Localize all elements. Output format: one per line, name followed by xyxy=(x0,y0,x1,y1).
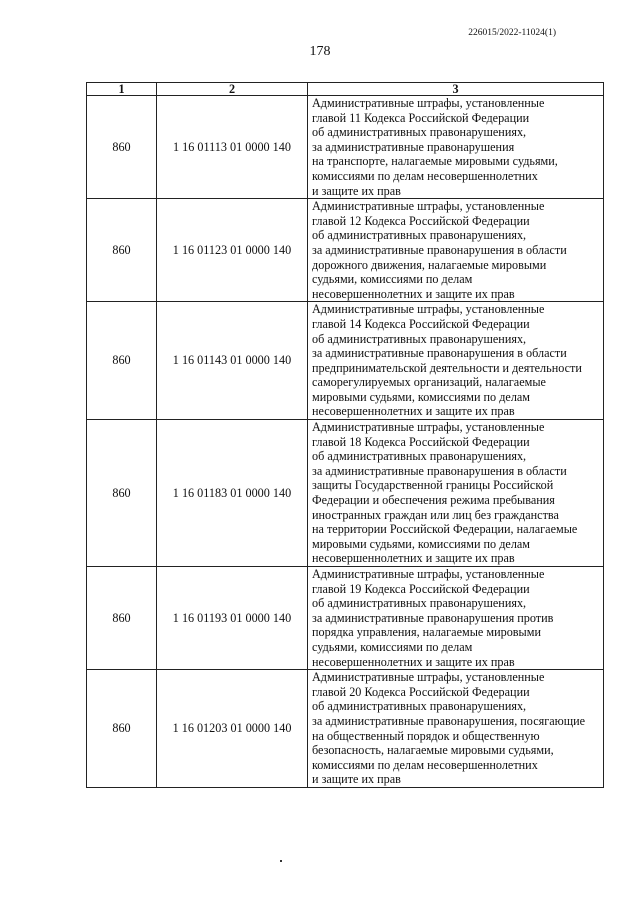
description-cell xyxy=(308,199,604,302)
description-line: защиты Государственной границы Российской xyxy=(312,478,554,493)
description-cell xyxy=(308,670,604,788)
budget-code-cell: 1 16 01183 01 0000 140 xyxy=(157,420,308,567)
budget-code-cell: 1 16 01123 01 0000 140 xyxy=(157,199,308,302)
description-cell xyxy=(308,420,604,567)
description-line: несовершеннолетних и защите их прав xyxy=(312,404,515,419)
description-cell xyxy=(308,96,604,199)
description-line: судьями, комиссиями по делам xyxy=(312,272,473,287)
table-row xyxy=(87,670,604,788)
description-line: главой 11 Кодекса Российской Федерации xyxy=(312,110,530,125)
table-row xyxy=(87,199,604,302)
description-line: безопасность, налагаемые мировыми судьями, xyxy=(312,743,554,758)
description-line: Административные штрафы, установленные xyxy=(312,199,545,214)
description-line: об административных правонарушениях, xyxy=(312,125,527,140)
column-header-1: 1 xyxy=(87,83,157,96)
page-number: 178 xyxy=(309,44,331,59)
description-line: Федерации и обеспечения режима пребывания xyxy=(312,493,555,508)
description-line: на общественный порядок и общественную xyxy=(312,728,540,743)
admin-code-cell: 860 xyxy=(87,96,157,199)
description-line: за административные правонарушения в области xyxy=(312,463,567,478)
description-line: Административные штрафы, установленные xyxy=(312,302,545,317)
description-line: за административные правонарушения в области xyxy=(312,242,567,257)
fines-table xyxy=(86,82,604,788)
description-line: Административные штрафы, установленные xyxy=(312,670,545,685)
description-line: главой 19 Кодекса Российской Федерации xyxy=(312,581,530,596)
table-row xyxy=(87,96,604,199)
description-line: на территории Российской Федерации, налагаемые xyxy=(312,522,578,537)
description-line: об административных правонарушениях, xyxy=(312,228,527,243)
description-cell xyxy=(308,302,604,420)
description-line: дорожного движения, налагаемые мировыми xyxy=(312,257,547,272)
description-line: саморегулируемых организаций, налагаемые xyxy=(312,375,546,390)
description-line: за административные правонарушения, посягающие xyxy=(312,713,586,728)
budget-code-cell: 1 16 01203 01 0000 140 xyxy=(157,670,308,788)
description-line: главой 18 Кодекса Российской Федерации xyxy=(312,434,530,449)
description-line: несовершеннолетних и защите их прав xyxy=(312,286,515,301)
description-line: иностранных граждан или лиц без гражданства xyxy=(312,507,559,522)
table-row xyxy=(87,302,604,420)
description-line: предпринимательской деятельности и деятельности xyxy=(312,360,582,375)
description-line: комиссиями по делам несовершеннолетних xyxy=(312,168,538,183)
description-line: комиссиями по делам несовершеннолетних xyxy=(312,757,538,772)
description-line: Административные штрафы, установленные xyxy=(312,420,545,435)
document-id: 226015/2022-11024(1) xyxy=(468,28,556,38)
description-line: главой 14 Кодекса Российской Федерации xyxy=(312,316,530,331)
description-line: несовершеннолетних и защите их прав xyxy=(312,654,515,669)
description-line: порядка управления, налагаемые мировыми xyxy=(312,625,541,640)
column-header-3: 3 xyxy=(308,83,604,96)
description-cell xyxy=(308,567,604,670)
budget-code-cell: 1 16 01113 01 0000 140 xyxy=(157,96,308,199)
description-line: Административные штрафы, установленные xyxy=(312,567,545,581)
admin-code-cell: 860 xyxy=(87,199,157,302)
admin-code-cell: 860 xyxy=(87,302,157,420)
admin-code-cell: 860 xyxy=(87,420,157,567)
table-row xyxy=(87,567,604,670)
admin-code-cell: 860 xyxy=(87,567,157,670)
table-body xyxy=(87,96,604,788)
description-line: мировыми судьями, комиссиями по делам xyxy=(312,536,531,551)
description-line: за административные правонарушения xyxy=(312,139,515,154)
column-header-2: 2 xyxy=(157,83,308,96)
description-line: на транспорте, налагаемые мировыми судьями, xyxy=(312,154,558,169)
description-line: и защите их прав xyxy=(312,772,401,787)
description-line: об административных правонарушениях, xyxy=(312,699,527,714)
description-line: мировыми судьями, комиссиями по делам xyxy=(312,389,531,404)
table-row xyxy=(87,420,604,567)
admin-code-cell: 860 xyxy=(87,670,157,788)
description-line: несовершеннолетних и защите их прав xyxy=(312,551,515,566)
description-line: за административные правонарушения против xyxy=(312,610,554,625)
description-line: судьями, комиссиями по делам xyxy=(312,639,473,654)
table-header-row xyxy=(87,83,604,96)
scan-speck xyxy=(280,860,282,862)
description-line: и защите их прав xyxy=(312,183,401,198)
budget-code-cell: 1 16 01143 01 0000 140 xyxy=(157,302,308,420)
budget-code-cell: 1 16 01193 01 0000 140 xyxy=(157,567,308,670)
description-line: Административные штрафы, установленные xyxy=(312,96,545,110)
description-line: об административных правонарушениях, xyxy=(312,449,527,464)
description-line: главой 12 Кодекса Российской Федерации xyxy=(312,213,530,228)
description-line: об административных правонарушениях, xyxy=(312,331,527,346)
description-line: за административные правонарушения в области xyxy=(312,346,567,361)
description-line: главой 20 Кодекса Российской Федерации xyxy=(312,684,530,699)
description-line: об административных правонарушениях, xyxy=(312,596,527,611)
